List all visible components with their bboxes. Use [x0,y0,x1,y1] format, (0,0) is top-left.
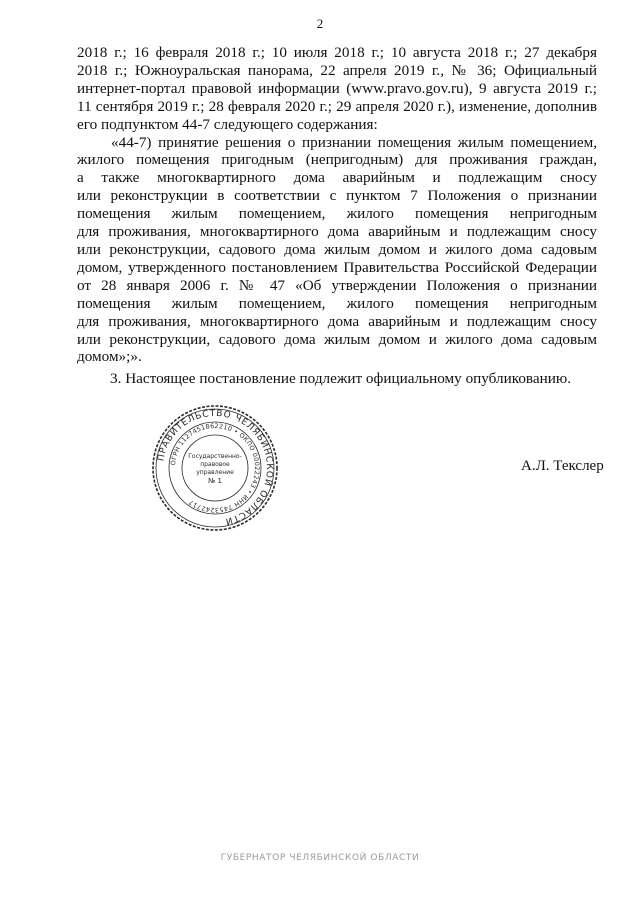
publication-clause: 3. Настоящее постановление подлежит официальному опубликованию. [110,370,572,387]
official-seal [150,403,280,533]
text-line: или реконструкции в соответствии с пунктом 7 Положения о признании [77,187,597,205]
document-body [77,44,597,366]
footer-letterhead: ГУБЕРНАТОР ЧЕЛЯБИНСКОЙ ОБЛАСТИ [220,853,420,863]
text-line: помещения жилым помещением, жилого помещения непригодным [77,205,597,223]
text-line: для проживания, многоквартирного дома аварийным и подлежащим сносу [77,223,597,241]
text-line: интернет-портал правовой информации (www.pravo.gov.ru), 9 августа 2019 г.; [77,79,597,97]
text-line: или реконструкции, садового дома жилым домом и жилого дома садовым [77,240,597,258]
text-line: «44-7) принятие решения о признании помещения жилым помещением, [111,133,597,151]
text-line: его подпунктом 44-7 следующего содержания: [77,115,378,133]
text-line: или реконструкции, садового дома жилым домом и жилого дома садовым [77,330,597,348]
text-line: домом»;». [77,348,142,366]
text-line: а также многоквартирного дома аварийным и подлежащим сносу [77,169,597,187]
seal-center-line: управление [196,469,234,476]
seal-center-line: Государственно- [188,453,242,460]
signatory-name: А.Л. Текслер [521,458,604,474]
seal-graphic [150,403,280,533]
seal-center-line: правовое [200,461,230,468]
text-line: помещения жилым помещением, жилого помещения непригодным [77,294,597,312]
page-number: 2 [316,16,324,31]
text-line: домом, утвержденного постановлением Правительства Российской Федерации [77,258,597,276]
text-line: от 28 января 2006 г. № 47 «Об утверждении Положения о признании [77,276,597,294]
seal-center-line: № 1 [208,477,222,485]
text-line: жилого помещения пригодным (непригодным) для проживания граждан, [77,151,597,169]
text-line: 11 сентября 2019 г.; 28 февраля 2020 г.; 29 апреля 2020 г.), изменение, дополнив [77,97,597,115]
seal-inner-text: ОГРН 1127451862210 • ОКПО 00022243 • ИНН 7453242717 [170,422,261,514]
text-line: для проживания, многоквартирного дома аварийным и подлежащим сносу [77,312,597,330]
svg-text:ОГРН 1127451862210 • ОКПО 0002 [170,423,260,513]
text-line: 2018 г.; Южноуральская панорама, 22 апреля 2019 г., № 36; Официальный [77,61,597,79]
seal-outer-text: ПРАВИТЕЛЬСТВО ЧЕЛЯБИНСКОЙ ОБЛАСТИ [156,408,275,527]
text-line: 2018 г.; 16 февраля 2018 г.; 10 июля 2018 г.; 10 августа 2018 г.; 27 декабря [77,44,597,61]
